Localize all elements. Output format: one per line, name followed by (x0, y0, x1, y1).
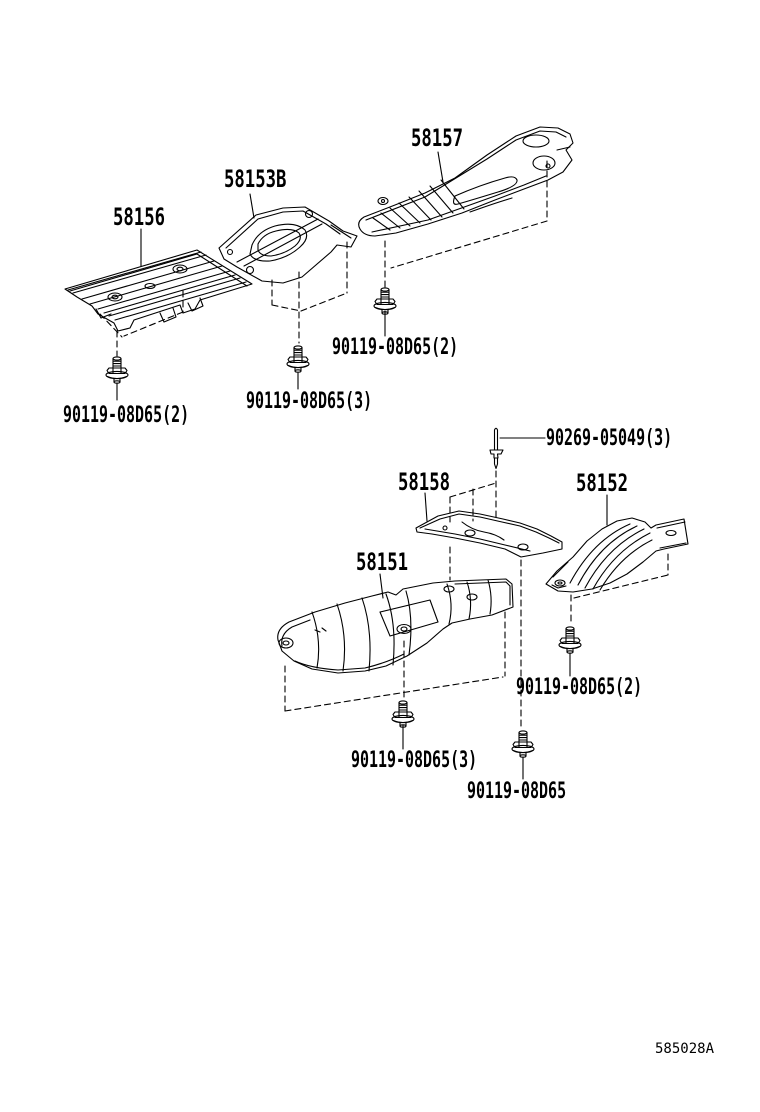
part-drawing-58152 (546, 518, 688, 592)
fastener-number-callout-3: 90119-08D65(2) (332, 335, 459, 360)
bolt-icon (106, 357, 128, 383)
fastener-number-callout-2: 90119-08D65(3) (246, 389, 373, 414)
part-drawing-58156 (65, 250, 252, 331)
diagram-code: 585028A (655, 1041, 715, 1057)
fastener-number-callout-4: 90269-05049(3) (546, 426, 673, 451)
part-drawing-58151 (278, 579, 513, 673)
bolt-icon (287, 346, 309, 372)
clip-icon (490, 428, 503, 468)
bolt-icon (559, 627, 581, 653)
part-number-callout-58152: 58152 (576, 469, 629, 497)
part-drawing-58157 (359, 124, 573, 236)
part-drawing-58158 (416, 511, 562, 557)
fastener-number-callout-7: 90119-08D65 (467, 779, 567, 804)
fastener-number-callout-1: 90119-08D65(2) (63, 403, 190, 428)
fastener-number-callout-5: 90119-08D65(2) (516, 675, 643, 700)
part-number-callout-58157: 58157 (411, 124, 464, 152)
part-number-callout-58156: 58156 (113, 203, 166, 231)
bolt-icon (512, 731, 534, 757)
bolt-icon (392, 701, 414, 727)
fastener-number-callout-6: 90119-08D65(3) (351, 748, 478, 773)
part-number-callout-58158: 58158 (398, 468, 451, 496)
part-number-callout-58153b: 58153B (224, 165, 287, 193)
part-drawing-58153B (219, 207, 357, 283)
bolt-icon (374, 288, 396, 314)
part-number-callout-58151: 58151 (356, 548, 409, 576)
